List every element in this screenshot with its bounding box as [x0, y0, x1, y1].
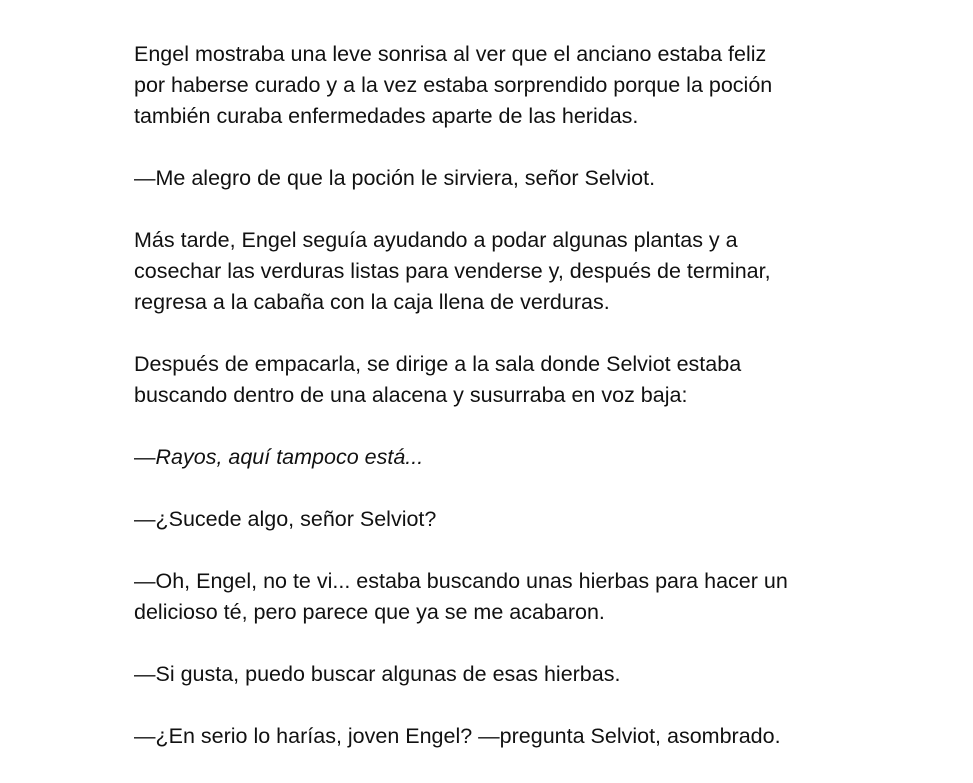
text-line: —Oh, Engel, no te vi... estaba buscando unas hierbas para hacer un	[134, 569, 788, 593]
text-line: Engel mostraba una leve sonrisa al ver que el anciano estaba feliz	[134, 42, 767, 66]
text-line: buscando dentro de una alacena y susurraba en voz baja:	[134, 383, 688, 407]
text-line: cosechar las verduras listas para venderse y, después de terminar,	[134, 259, 771, 283]
text-line: delicioso té, pero parece que ya se me acabaron.	[134, 600, 605, 624]
dialogue-dash: —	[134, 445, 156, 469]
text-line: —Me alegro de que la poción le sirviera, señor Selviot.	[134, 166, 656, 190]
document-page	[134, 39, 954, 783]
paragraph-dialogue-1	[134, 163, 954, 194]
paragraph-narration-2	[134, 225, 954, 318]
paragraph-dialogue-4	[134, 659, 954, 690]
paragraph-dialogue-2	[134, 504, 954, 535]
text-line: —¿Sucede algo, señor Selviot?	[134, 507, 437, 531]
paragraph-dialogue-5	[134, 721, 954, 752]
text-line: —¿En serio lo harías, joven Engel? —pregunta Selviot, asombrado.	[134, 724, 781, 748]
paragraph-narration-3	[134, 349, 954, 411]
paragraph-dialogue-whisper	[134, 442, 954, 473]
italic-whisper-text: Rayos, aquí tampoco está...	[155, 445, 424, 469]
text-line: —Si gusta, puedo buscar algunas de esas hierbas.	[134, 662, 621, 686]
paragraph-dialogue-3	[134, 566, 954, 628]
text-line: por haberse curado y a la vez estaba sorprendido porque la poción	[134, 73, 773, 97]
text-line: Más tarde, Engel seguía ayudando a podar algunas plantas y a	[134, 228, 738, 252]
text-line: regresa a la cabaña con la caja llena de verduras.	[134, 290, 610, 314]
text-line: también curaba enfermedades aparte de las heridas.	[134, 104, 639, 128]
text-line: Después de empacarla, se dirige a la sala donde Selviot estaba	[134, 352, 742, 376]
text-line	[134, 442, 954, 473]
paragraph-narration-1	[134, 39, 954, 132]
